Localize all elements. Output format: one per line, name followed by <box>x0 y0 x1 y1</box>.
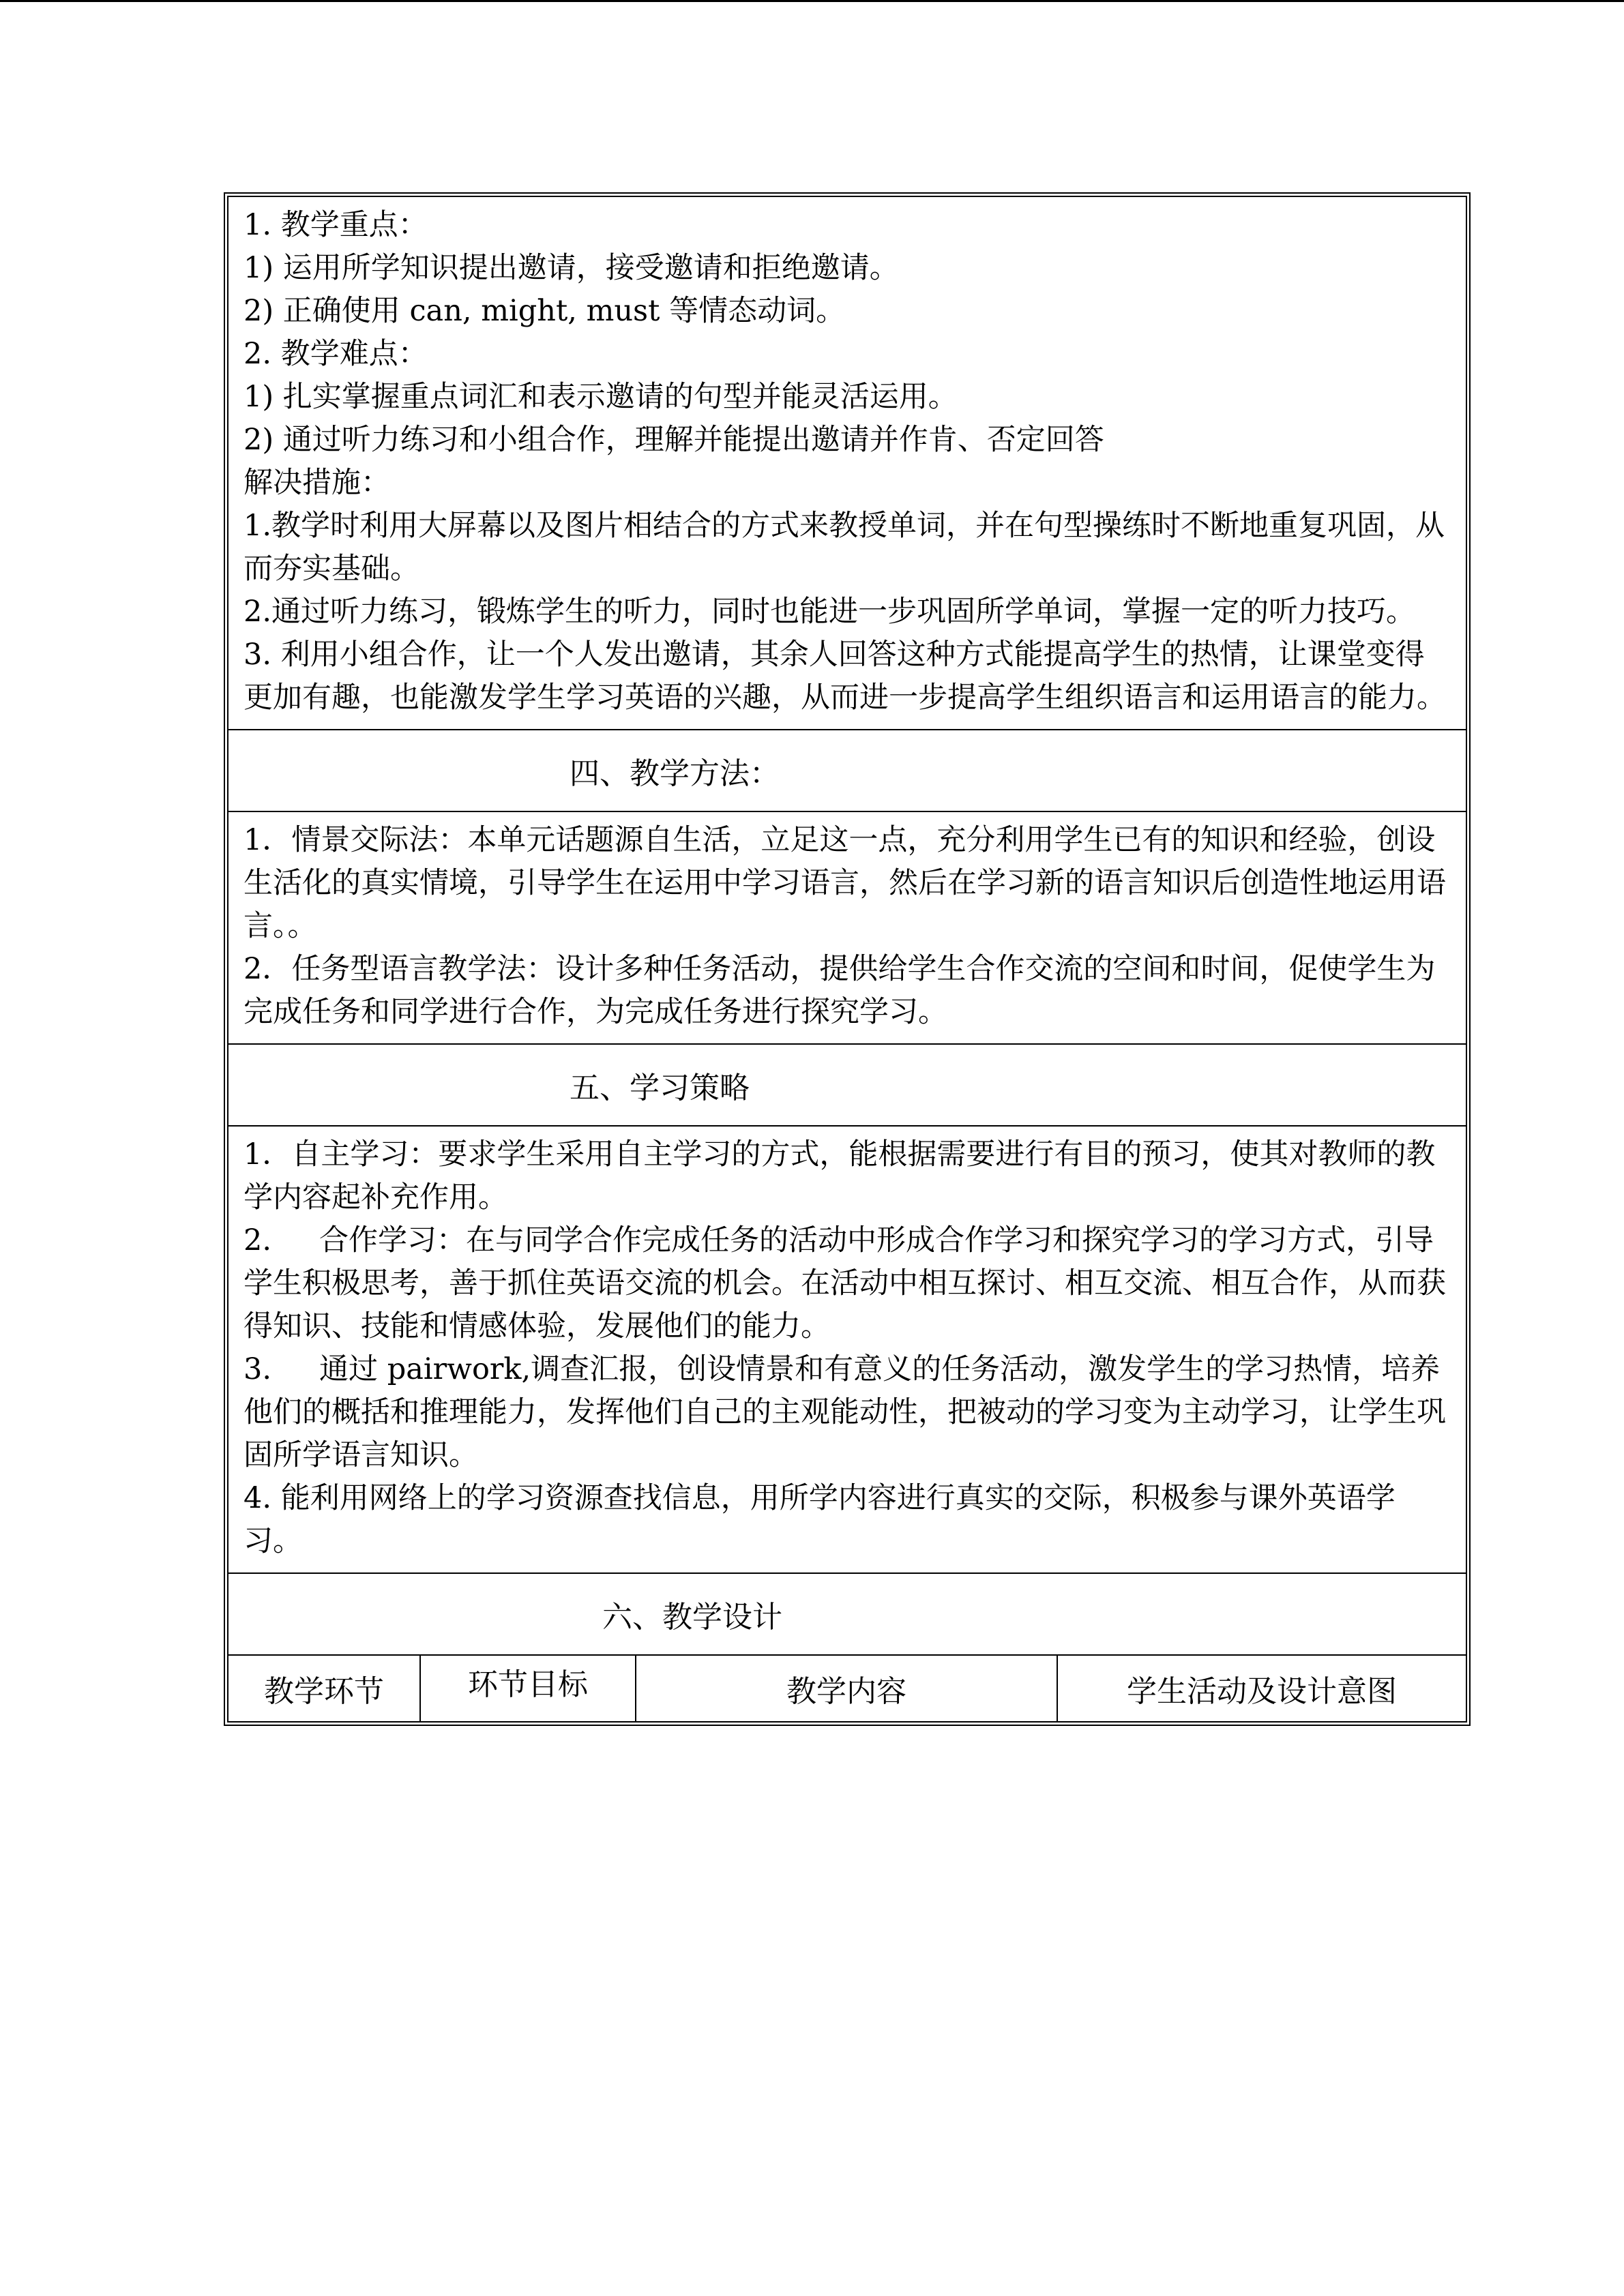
strategy-item-3 <box>243 1348 1451 1477</box>
design-heading: 六、教学设计 <box>602 1600 782 1635</box>
focus-line: 1.教学时利用大屏幕以及图片相结合的方式来教授单词，并在句型操练时不断地重复巩固，从而夯实基础。 <box>243 509 1445 586</box>
focus-line: 2) 通过听力练习和小组合作，理解并能提出邀请并作肯、否定回答 <box>243 423 1104 457</box>
design-column-header-row <box>228 1656 1466 1721</box>
column-header-activity: 学生活动及设计意图 <box>1127 1674 1397 1709</box>
column-header-goal: 环节目标 <box>421 1656 636 1721</box>
methods-section <box>228 812 1466 1045</box>
page-top-border <box>0 0 1624 2</box>
column-header-content: 教学内容 <box>636 1656 1058 1721</box>
focus-line: 1. 教学重点： <box>243 208 428 242</box>
focus-line: 2.通过听力练习，锻炼学生的听力，同时也能进一步巩固所学单词，掌握一定的听力技巧。 <box>243 595 1416 629</box>
lesson-plan-table <box>227 196 1467 1723</box>
design-heading-row <box>228 1574 1466 1656</box>
strategy-item-2 <box>243 1219 1451 1348</box>
methods-heading-row <box>228 730 1466 812</box>
strategy-heading-row <box>228 1045 1466 1127</box>
focus-line: 2. 教学难点： <box>243 337 428 371</box>
focus-line: 1) 扎实掌握重点词汇和表示邀请的句型并能灵活运用。 <box>243 380 958 414</box>
strategy-section <box>228 1127 1466 1574</box>
focus-line: 1) 运用所学知识提出邀请，接受邀请和拒绝邀请。 <box>243 251 899 285</box>
focus-line: 2) 正确使用 can, might, must 等情态动词。 <box>243 294 846 328</box>
methods-item: 1．情景交际法：本单元话题源自生活，立足这一点，充分利用学生已有的知识和经验，创设生活化的真实情境，引导学生在运用中学习语言，然后在学习新的语言知识后创造性地运用语言。。 <box>243 823 1446 943</box>
strategy-item-4: 4. 能利用网络上的学习资源查找信息，用所学内容进行真实的交际，积极参与课外英语学习。 <box>243 1481 1396 1558</box>
strategy-heading: 五、学习策略 <box>570 1071 750 1105</box>
strategy-item-3-number: 3. <box>243 1352 272 1386</box>
focus-line: 3. 利用小组合作，让一个人发出邀请，其余人回答这种方式能提高学生的热情，让课堂变得更加有趣，也能激发学生学习英语的兴趣，从而进一步提高学生组织语言和运用语言的能力。 <box>243 638 1446 715</box>
focus-difficulty-section <box>228 197 1466 730</box>
strategy-item-2-text: 合作学习：在与同学合作完成任务的活动中形成合作学习和探究学习的学习方式，引导学生积极思考，善于抓住英语交流的机会。在活动中相互探讨、相互交流、相互合作，从而获得知识、技能和情感体验，发展他们的能力。 <box>243 1223 1446 1343</box>
strategy-item-3-text: 通过 pairwork,调查汇报，创设情景和有意义的任务活动，激发学生的学习热情，培养他们的概括和推理能力，发挥他们自己的主观能动性，把被动的学习变为主动学习，让学生巩固所学语言知识。 <box>243 1352 1446 1472</box>
column-header-stage: 教学环节 <box>228 1656 421 1721</box>
strategy-item-1: 1．自主学习：要求学生采用自主学习的方式，能根据需要进行有目的预习，使其对教师的教学内容起补充作用。 <box>243 1137 1436 1214</box>
methods-item: 2．任务型语言教学法：设计多种任务活动，提供给学生合作交流的空间和时间，促使学生为完成任务和同学进行合作，为完成任务进行探究学习。 <box>243 952 1436 1029</box>
focus-line: 解决措施： <box>243 466 390 500</box>
strategy-item-2-number: 2. <box>243 1223 272 1257</box>
methods-heading: 四、教学方法： <box>570 756 780 791</box>
